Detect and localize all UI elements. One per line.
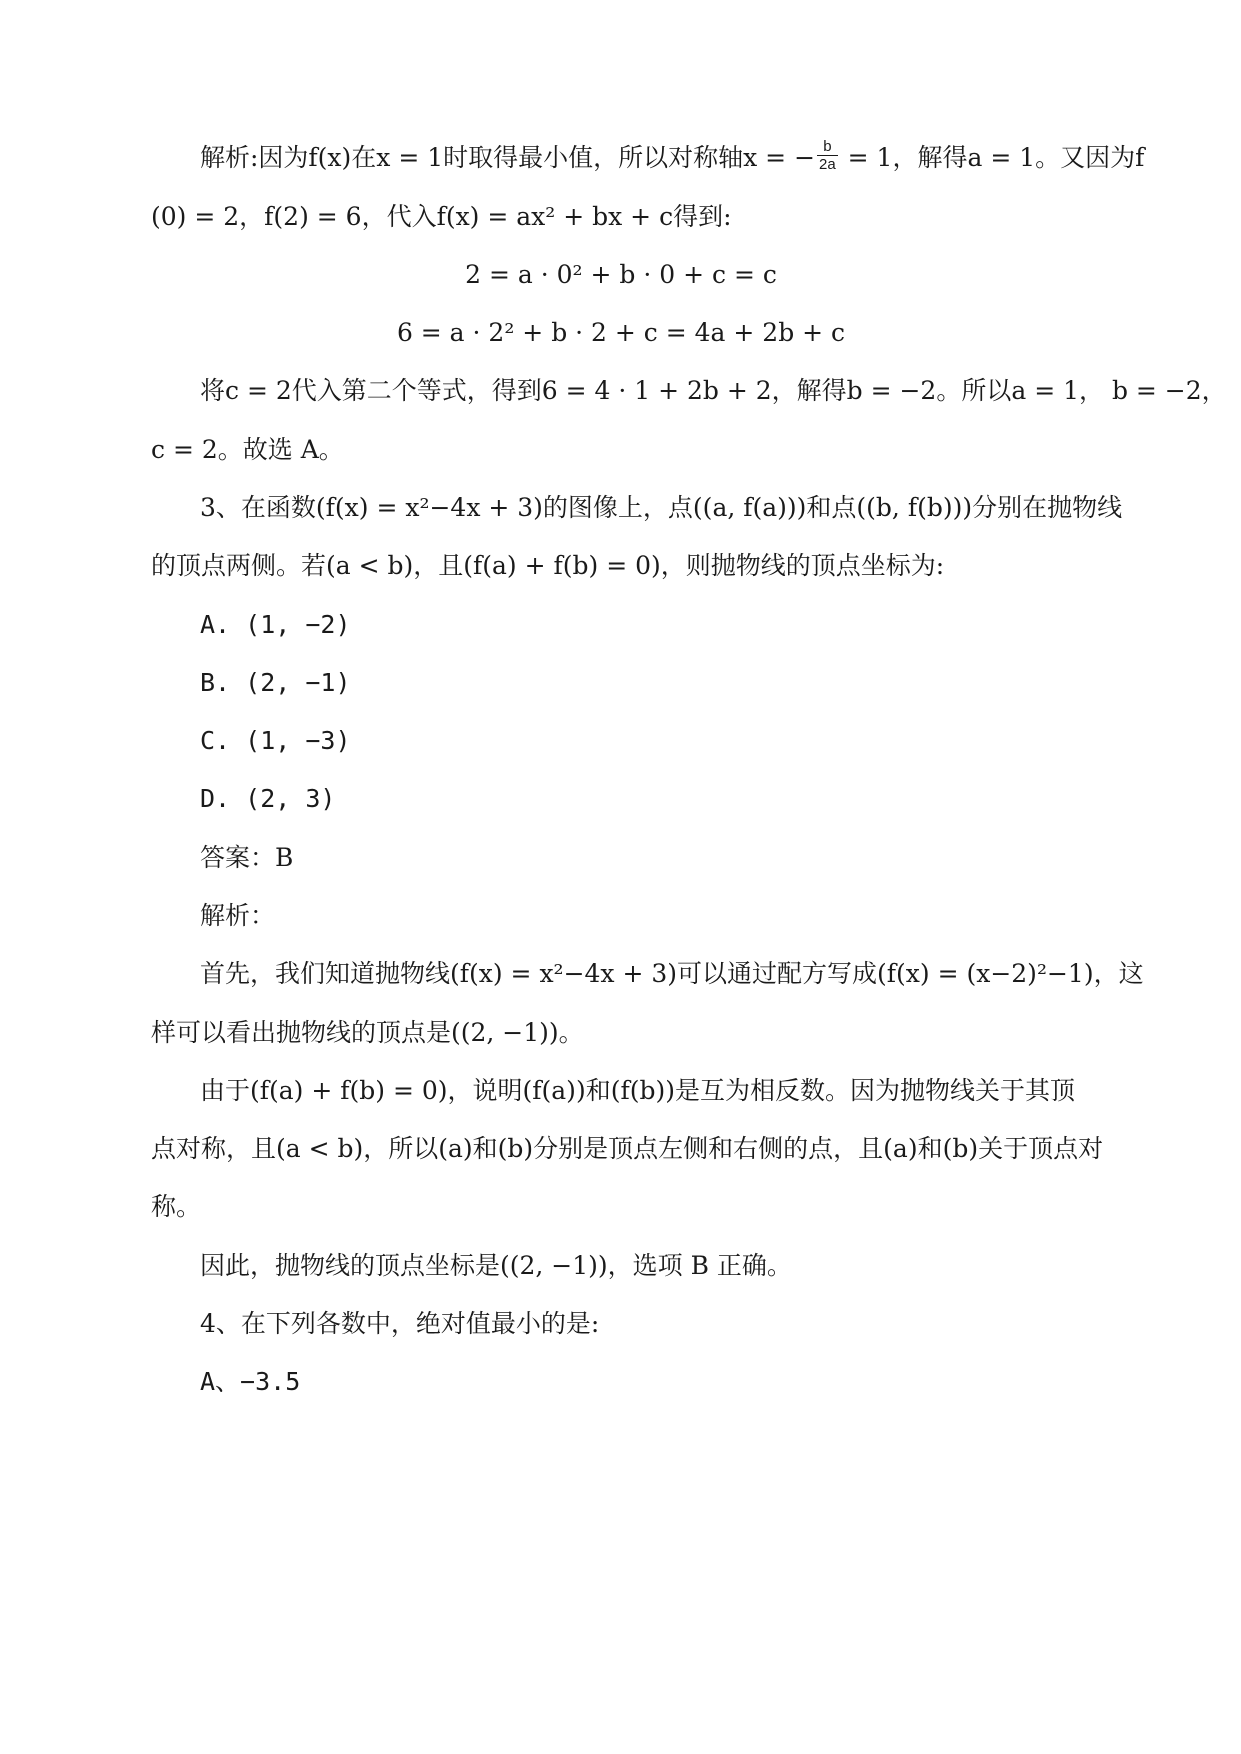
question-3-analysis-para-2-line-3: 称。 xyxy=(151,1192,202,1221)
question-3-stem-line-2: 的顶点两侧。若(a < b)，且(f(a) + f(b) = 0)，则抛物线的顶点坐标为: xyxy=(151,551,945,580)
question-3-analysis-para-1-line-2: 样可以看出抛物线的顶点是((2, −1))。 xyxy=(151,1018,584,1047)
equation-1: 2 = a · 0² + b · 0 + c = c xyxy=(465,260,777,289)
question-3-analysis-para-2-line-1: 由于(f(a) + f(b) = 0)，说明(f(a))和(f(b))是互为相反数。因为抛物线关于其顶 xyxy=(200,1076,1075,1105)
equation-2: 6 = a · 2² + b · 2 + c = 4a + 2b + c xyxy=(396,318,846,347)
fraction-numerator: b xyxy=(823,138,832,155)
question-3-analysis-para-2-line-2: 点对称，且(a < b)，所以(a)和(b)分别是顶点左侧和右侧的点，且(a)和(b)关于顶点对 xyxy=(151,1134,1104,1163)
analysis-line-2: (0) = 2，f(2) = 6，代入f(x) = ax² + bx + c得到: xyxy=(151,202,732,231)
question-3-analysis-label: 解析： xyxy=(200,901,276,930)
analysis-text-b: = 1，解得a = 1。又因为f xyxy=(839,143,1145,172)
question-3-option-c: C. (1, −3) xyxy=(200,726,351,755)
question-3-analysis-para-1-line-1: 首先，我们知道抛物线(f(x) = x²−4x + 3)可以通过配方写成(f(x) = (x−2)²−1)，这 xyxy=(200,959,1144,988)
question-3-stem-line-1: 3、在函数(f(x) = x²−4x + 3)的图像上，点((a, f(a)))和点((b, f(b)))分别在抛物线 xyxy=(200,493,1123,522)
question-3-option-d: D. (2, 3) xyxy=(200,784,336,813)
question-3-option-a: A. (1, −2) xyxy=(200,610,351,639)
analysis-line-3: 将c = 2代入第二个等式，得到6 = 4 · 1 + 2b + 2，解得b = −2。所以a = 1， b = −2， xyxy=(200,376,1227,405)
fraction-denominator: 2a xyxy=(819,156,836,173)
fraction-b-over-2a xyxy=(817,138,838,173)
question-3-answer: 答案：B xyxy=(200,843,294,872)
analysis-line-4: c = 2。故选 A。 xyxy=(151,435,344,464)
question-4-option-a: A、−3.5 xyxy=(200,1367,301,1396)
question-3-conclusion: 因此，抛物线的顶点坐标是((2, −1))，选项 B 正确。 xyxy=(200,1251,792,1280)
question-3-option-b: B. (2, −1) xyxy=(200,668,351,697)
analysis-text-a: 解析:因为f(x)在x = 1时取得最小值，所以对称轴x = − xyxy=(200,143,816,172)
question-4-stem: 4、在下列各数中，绝对值最小的是: xyxy=(200,1309,600,1338)
analysis-line-1 xyxy=(200,138,1145,177)
